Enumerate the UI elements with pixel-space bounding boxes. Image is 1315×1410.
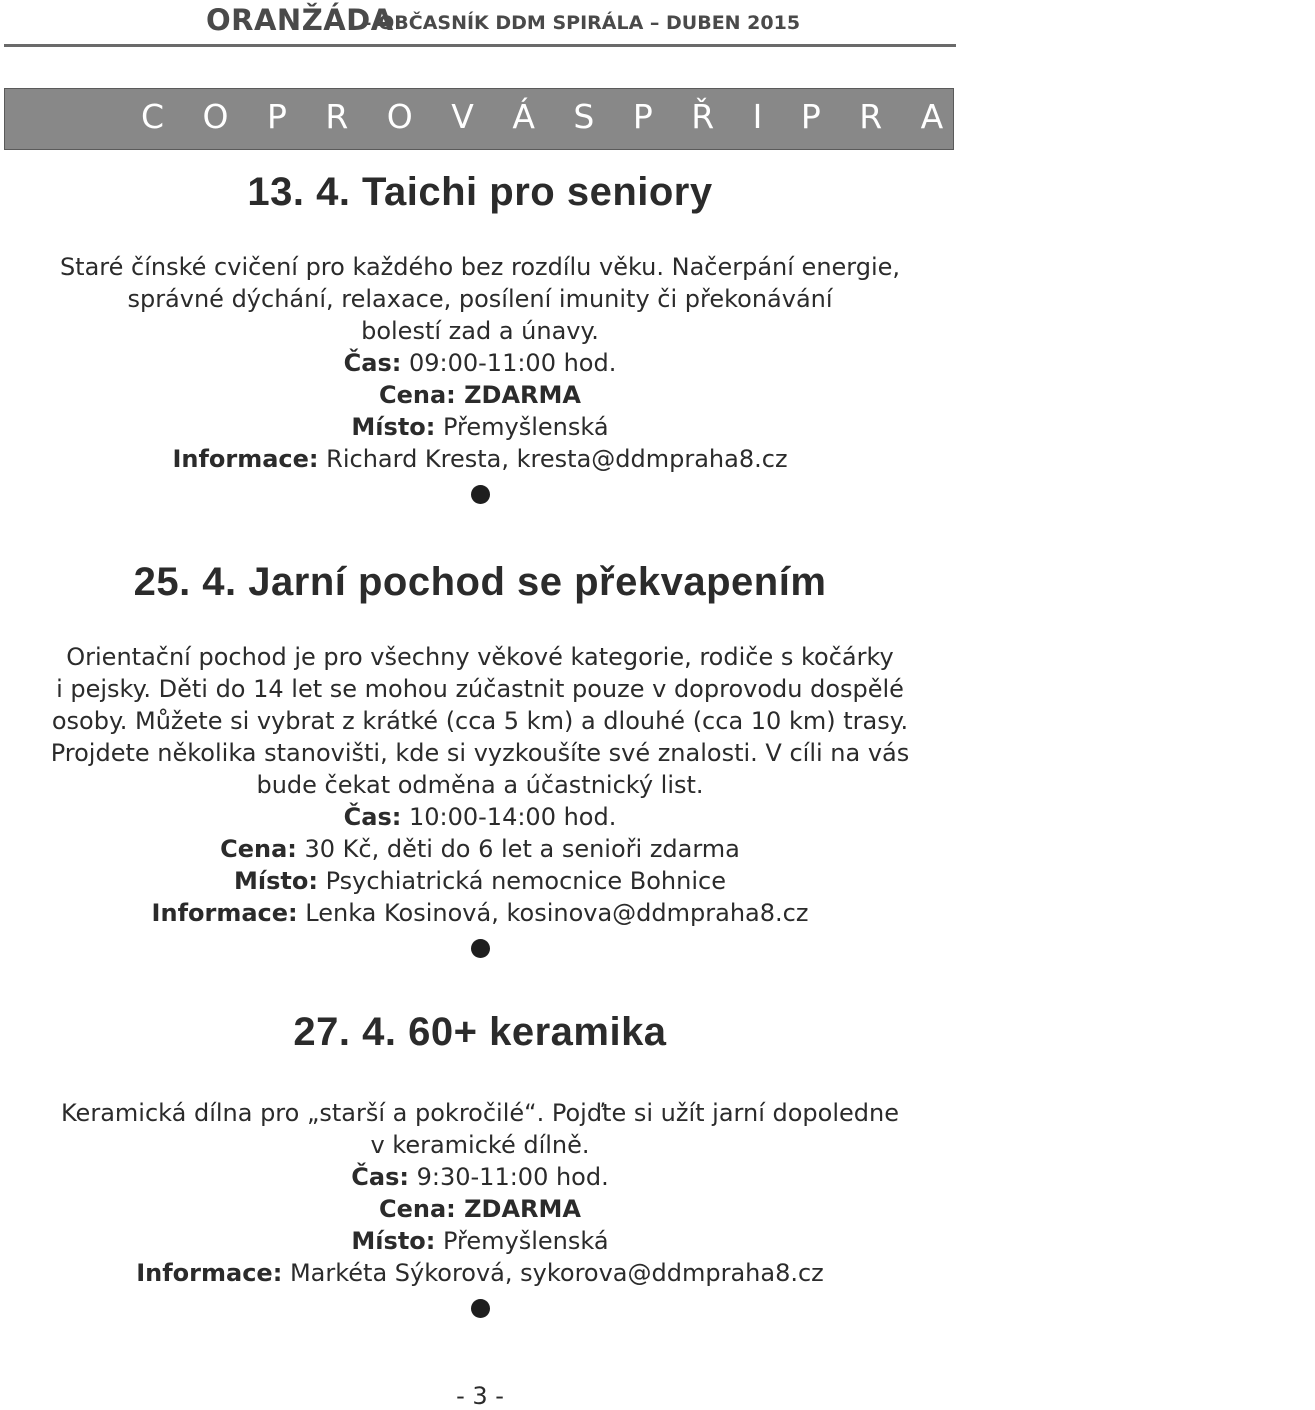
event-description-line: Staré čínské cvičení pro každého bez rozdílu věku. Načerpání energie, bbox=[59, 253, 901, 281]
info-label: Informace: bbox=[151, 899, 298, 927]
price-value: ZDARMA bbox=[455, 1195, 581, 1223]
event-price bbox=[0, 833, 960, 865]
event-time bbox=[0, 347, 960, 379]
time-value: 10:00-14:00 hod. bbox=[401, 803, 617, 831]
event-description-line: v keramické dílně. bbox=[370, 1131, 590, 1159]
bullet-separator bbox=[471, 939, 490, 958]
time-label: Čas: bbox=[343, 349, 402, 377]
place-value: Přemyšlenská bbox=[435, 413, 609, 441]
info-label: Informace: bbox=[136, 1259, 283, 1287]
event-keramika bbox=[0, 1010, 960, 1318]
time-value: 9:30-11:00 hod. bbox=[408, 1163, 609, 1191]
event-title: 25. 4. Jarní pochod se překvapením bbox=[133, 560, 827, 604]
page-header bbox=[0, 0, 960, 40]
event-description-line: bude čekat odměna a účastnický list. bbox=[256, 771, 704, 799]
event-description-line: Projdete několika stanovišti, kde si vyzkoušíte své znalosti. V cíli na vás bbox=[50, 739, 910, 767]
info-value: Richard Kresta, kresta@ddmpraha8.cz bbox=[318, 445, 788, 473]
event-jarni-pochod bbox=[0, 560, 960, 958]
bullet-separator bbox=[471, 485, 490, 504]
event-price bbox=[0, 1193, 960, 1225]
event-description-line: správné dýchání, relaxace, posílení imunity či překonávání bbox=[127, 285, 833, 313]
section-banner bbox=[4, 88, 1315, 150]
time-value: 09:00-11:00 hod. bbox=[401, 349, 617, 377]
section-title: C O P R O V Á S P Ř I P R A V U J E M E bbox=[141, 97, 1315, 136]
event-title: 13. 4. Taichi pro seniory bbox=[247, 170, 713, 214]
info-value: Markéta Sýkorová, sykorova@ddmpraha8.cz bbox=[282, 1259, 824, 1287]
event-description-line: i pejsky. Děti do 14 let se mohou zúčastnit pouze v doprovodu dospělé bbox=[56, 675, 904, 703]
event-time bbox=[0, 801, 960, 833]
price-value: ZDARMA bbox=[455, 381, 581, 409]
place-label: Místo: bbox=[351, 413, 436, 441]
newsletter-title: ORANŽÁDA bbox=[206, 3, 394, 37]
price-label: Cena: bbox=[220, 835, 297, 863]
header-rule bbox=[4, 44, 956, 47]
event-info bbox=[0, 1257, 960, 1289]
place-label: Místo: bbox=[351, 1227, 436, 1255]
event-description-line: osoby. Můžete si vybrat z krátké (cca 5 km) a dlouhé (cca 10 km) trasy. bbox=[51, 707, 909, 735]
info-label: Informace: bbox=[172, 445, 319, 473]
price-value: 30 Kč, děti do 6 let a senioři zdarma bbox=[296, 835, 740, 863]
event-info bbox=[0, 897, 960, 929]
place-value: Psychiatrická nemocnice Bohnice bbox=[317, 867, 726, 895]
info-value: Lenka Kosinová, kosinova@ddmpraha8.cz bbox=[297, 899, 809, 927]
event-place bbox=[0, 865, 960, 897]
price-label: Cena: bbox=[379, 1195, 456, 1223]
event-place bbox=[0, 411, 960, 443]
event-time bbox=[0, 1161, 960, 1193]
bullet-separator bbox=[471, 1299, 490, 1318]
event-title: 27. 4. 60+ keramika bbox=[293, 1010, 667, 1054]
event-place bbox=[0, 1225, 960, 1257]
event-taichi bbox=[0, 170, 960, 504]
place-value: Přemyšlenská bbox=[435, 1227, 609, 1255]
place-label: Místo: bbox=[234, 867, 318, 895]
newsletter-subtitle: – OBČASNÍK DDM SPIRÁLA – DUBEN 2015 bbox=[362, 12, 801, 34]
time-label: Čas: bbox=[351, 1163, 409, 1191]
event-info bbox=[0, 443, 960, 475]
price-label: Cena: bbox=[379, 381, 456, 409]
page-number: - 3 - bbox=[456, 1382, 504, 1410]
event-description-line: Orientační pochod je pro všechny věkové kategorie, rodiče s kočárky bbox=[66, 643, 894, 671]
time-label: Čas: bbox=[343, 803, 402, 831]
event-price bbox=[0, 379, 960, 411]
event-description-line: Keramická dílna pro „starší a pokročilé“. Pojďte si užít jarní dopoledne bbox=[61, 1099, 899, 1127]
event-description-line: bolestí zad a únavy. bbox=[361, 317, 599, 345]
